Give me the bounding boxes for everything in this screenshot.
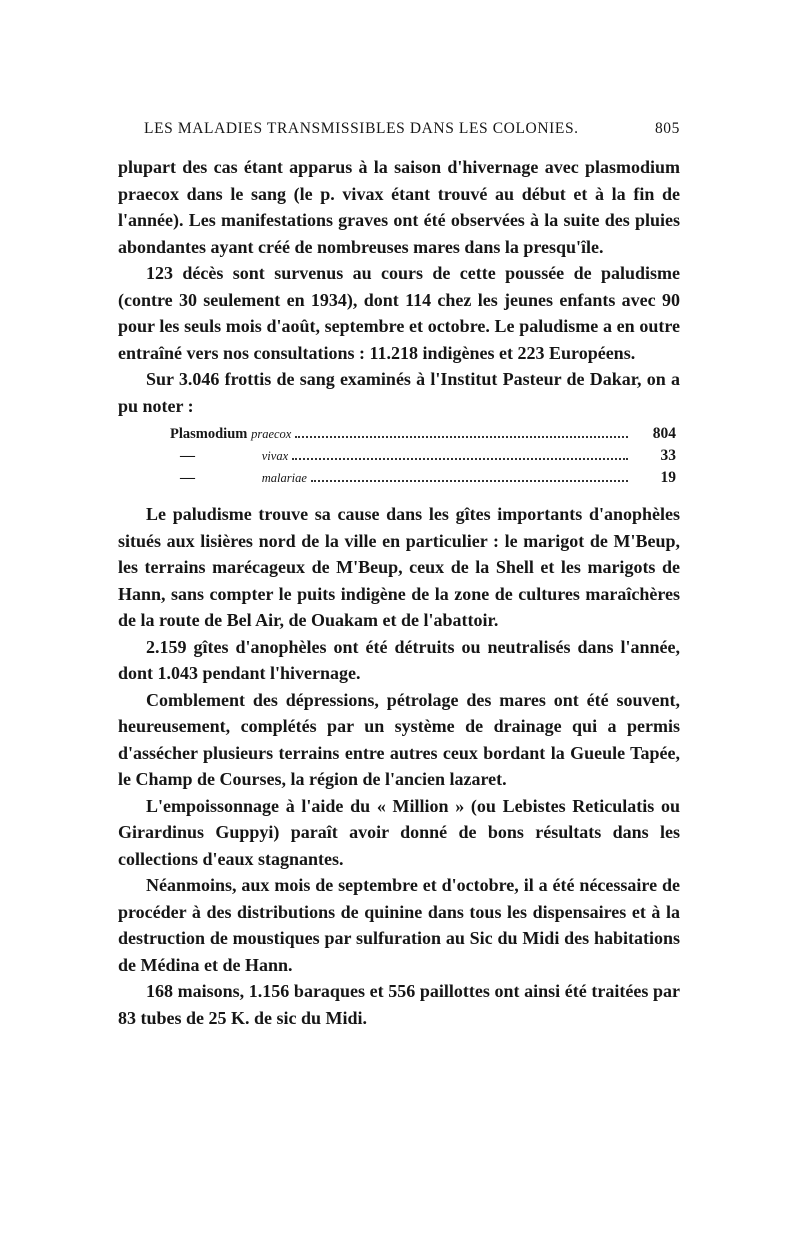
stat-value: 804	[652, 425, 676, 442]
page-number: 805	[654, 120, 680, 137]
dot-leader	[292, 457, 628, 460]
paragraph-breeding-sites: Le paludisme trouve sa cause dans les gîtes importants d'anophèles situés aux lisières nord de la ville en particulier : le marigot de M'Beup, les terrains marécageux de M'Beup, ceux de la Shell et les marigots de Hann, sans compter le puits indigène de la zone de cultures maraîchères de la route de Bel Air, de Ouakam et de l'abattoir.	[118, 504, 680, 630]
stat-row	[170, 447, 676, 469]
running-head	[118, 120, 680, 146]
stat-value: 19	[660, 469, 676, 486]
stat-row	[170, 469, 676, 491]
plasmodium-stats-table	[118, 425, 680, 491]
stat-genus: Plasmodium	[170, 426, 248, 442]
stat-value: 33	[660, 447, 676, 464]
dot-leader	[295, 435, 628, 438]
book-page	[118, 120, 680, 1031]
paragraph-continuation: plupart des cas étant apparus à la saison d'hivernage avec plasmodium praecox dans le sang (le p. vivax étant trouvé au début et à la fin de l'année). Les manifestations graves ont été observées à la suite des pluies abondantes ayant créé de nombreuses mares dans la presqu'île.	[118, 157, 680, 257]
paragraph-drainage: Comblement des dépressions, pétrolage des mares ont été souvent, heureusement, complétés par un système de drainage qui a permis d'assécher plusieurs terrains entre autres ceux bordant la Gueule Tapée, le Champ de Courses, la région de l'ancien lazaret.	[118, 689, 680, 789]
stat-species: praecox	[251, 427, 292, 441]
ditto-dash: —	[180, 448, 195, 464]
paragraph-houses-treated: 168 maisons, 1.156 baraques et 556 paillottes ont ainsi été traitées par 83 tubes de 25 K. de sic du Midi.	[118, 981, 680, 1028]
stat-species: vivax	[261, 449, 289, 463]
paragraph-fish-stocking: L'empoissonnage à l'aide du « Million » (ou Lebistes Reticulatis ou Girardinus Guppyi) paraît avoir donné de bons résultats dans les collections d'eaux stagnantes.	[118, 795, 680, 869]
paragraph-quinine: Néanmoins, aux mois de septembre et d'octobre, il a été nécessaire de procéder à des distributions de quinine dans tous les dispensaires et à la destruction de moustiques par sulfuration au Sic du Midi des habitations de Médina et de Hann.	[118, 875, 680, 975]
paragraph-deaths: 123 décès sont survenus au cours de cette poussée de paludisme (contre 30 seulement en 1934), dont 114 chez les jeunes enfants avec 90 pour les seuls mois d'août, septembre et octobre. Le paludisme a en outre entraîné vers nos consultations : 11.218 indigènes et 223 Européens.	[118, 263, 680, 363]
running-title: LES MALADIES TRANSMISSIBLES DANS LES COLONIES.	[144, 120, 579, 137]
stat-row	[170, 425, 676, 447]
stat-species: malariae	[261, 471, 307, 485]
paragraph-destroyed-sites: 2.159 gîtes d'anophèles ont été détruits ou neutralisés dans l'année, dont 1.043 pendant l'hivernage.	[118, 636, 680, 683]
ditto-dash: —	[180, 470, 195, 486]
stat-label	[170, 448, 288, 465]
dot-leader	[311, 479, 628, 482]
stat-label	[170, 470, 307, 487]
paragraph-smears: Sur 3.046 frottis de sang examinés à l'Institut Pasteur de Dakar, on a pu noter :	[118, 369, 680, 416]
stat-label	[170, 426, 291, 443]
